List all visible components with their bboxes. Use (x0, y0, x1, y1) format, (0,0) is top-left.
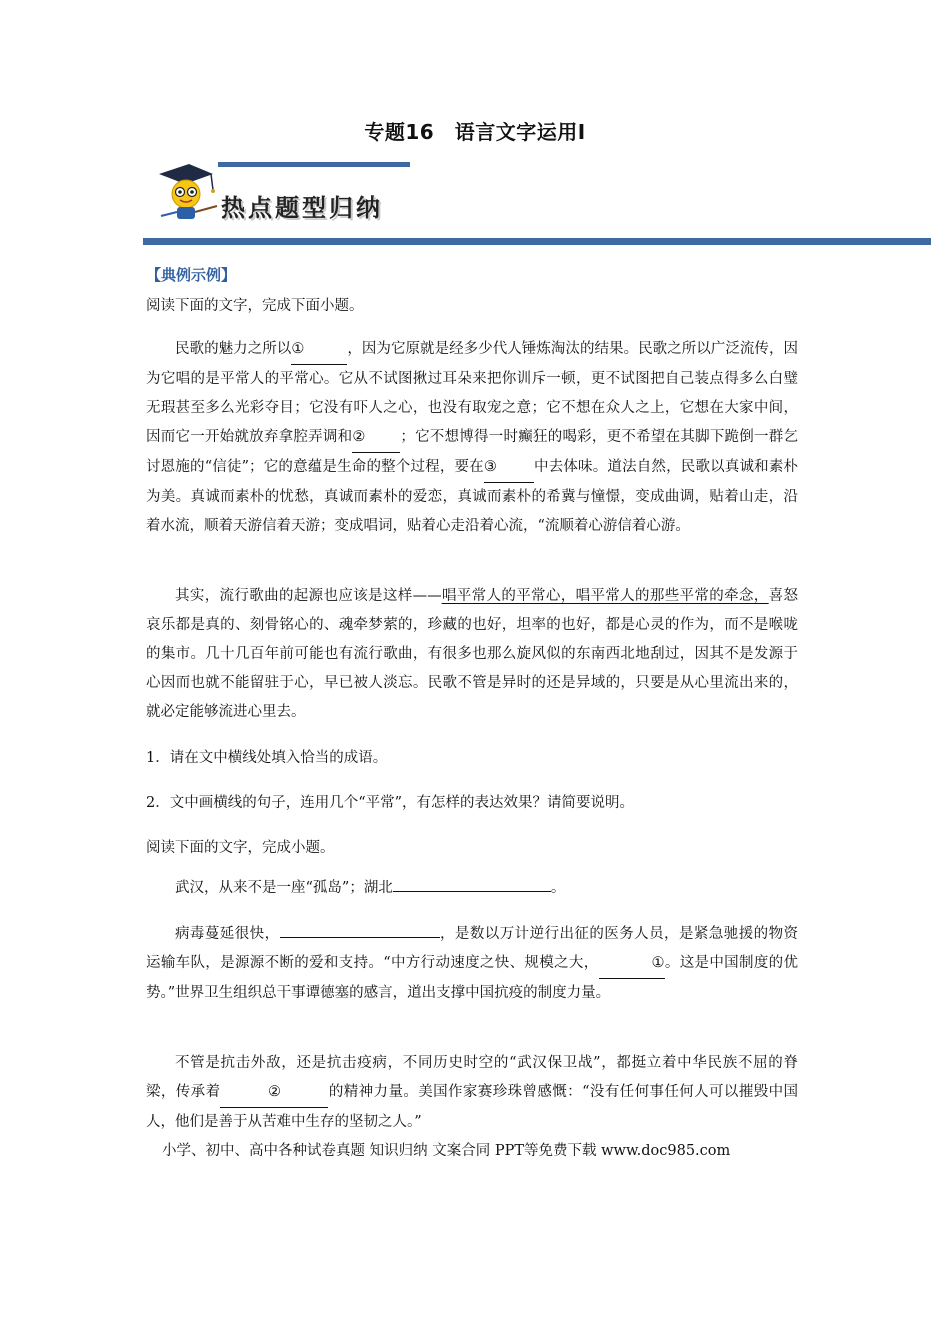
blank-a (393, 891, 551, 892)
scholar-mascot-icon (151, 160, 221, 222)
p1-text-2: ，因为它原就是经多少代人锤炼淘汰的结果。民歌之所以广泛流传，因为它唱的是平常人的平常心。它从不试图揪过耳朵来把你训斥一顿，更不试图把自己装点得多么白璧无瑕甚至多么光彩夺目；它没有吓人之心，也没有取宠之意；它不想在众人之上，它想在大家中间，因而它一开始就放弃拿腔弄调和 (146, 341, 799, 445)
p2-text-2: 喜怒哀乐都是真的、刻骨铭心的、魂牵梦萦的，珍藏的也好，坦率的也好，都是心灵的作为，而不是喉咙的集市。几十几百年前可能也有流行歌曲，有很多也那么旋风似的东南西北地刮过，因其不是发源于心因而也就不能留驻于心，早已被人淡忘。民歌不管是异时的还是异域的，只要是从心里流出来的，就必定能够流进心里去。 (146, 588, 799, 720)
passage-paragraph-3 (146, 874, 798, 903)
passage-paragraph-1 (146, 335, 798, 541)
p1-text-3: ；它不想博得一时癫狂的喝彩，更不希望在其脚下跪倒一群乞讨恩施的“信徒”；它的意蕴是生命的整个过程，要在 (146, 429, 799, 475)
page-footer: 小学、初中、高中各种试卷真题 知识归纳 文案合同 PPT等免费下载 www.doc985.com (162, 1143, 731, 1159)
p1-text-1: 民歌的魅力之所以 (175, 341, 292, 357)
passage-paragraph-2 (146, 582, 798, 727)
p3-text-2: 。 (550, 880, 566, 896)
p4-text-3: 。这是中国制度的优势。”世界卫生组织总干事谭德塞的感言，道出支撑中国抗疫的制度力量。 (146, 955, 798, 1001)
p1-text-4: 中去体味。道法自然，民歌以真诚和素朴为美。真诚而素朴的忧愁，真诚而素朴的爱恋，真诚而素朴的希冀与憧憬，变成曲调，贴着山走，沿着水流，顺着天游信着天游；变成唱词，贴着心走沿着心流，“流顺着心游信着心游。 (146, 459, 799, 534)
question-1: 1．请在文中横线处填入恰当的成语。 (146, 750, 388, 766)
banner-accent-bar (218, 162, 410, 167)
section-label: 【典例示例】 (146, 266, 237, 284)
reading-instruction-1: 阅读下面的文字，完成下面小题。 (146, 298, 364, 314)
p2-text-1: 其实，流行歌曲的起源也应该是这样—— (175, 588, 442, 604)
passage-paragraph-4 (146, 920, 798, 1008)
p4-text-2: ，是数以万计逆行出征的医务人员，是紧急驰援的物资运输车队，是源源不断的爱和支持。“中方行动速度之快、规模之大， (146, 926, 799, 971)
blank-d: ② (220, 1078, 328, 1108)
p5-text-2: 的精神力量。美国作家赛珍珠曾感慨：“没有任何事任何人可以摧毁中国人，他们是善于从苦难中生存的坚韧之人。” (146, 1084, 799, 1130)
question-2: 2．文中画横线的句子，连用几个“平常”，有怎样的表达效果？请简要说明。 (146, 795, 635, 811)
p5-text-1: 不管是抗击外敌，还是抗击疫病，不同历史时空的“武汉保卫战”，都挺立着中华民族不屈的脊梁，传承着 (146, 1055, 798, 1100)
passage-paragraph-5 (146, 1049, 798, 1137)
blank-2: ② (352, 423, 400, 453)
blank-1: ① (291, 335, 347, 365)
blank-b (280, 937, 440, 938)
blank-3: ③ (484, 453, 534, 483)
section-banner (143, 158, 933, 250)
reading-instruction-2: 阅读下面的文字，完成小题。 (146, 840, 335, 856)
blank-c: ① (599, 949, 665, 979)
page-title: 专题16 语言文字运用Ⅰ (364, 120, 586, 144)
p3-text-1: 武汉，从来不是一座“孤岛”；湖北 (175, 880, 393, 896)
p4-text-1: 病毒蔓延很快， (175, 926, 280, 942)
underlined-sentence: 唱平常人的平常心，唱平常人的那些平常的牵念， (441, 588, 769, 604)
banner-underline-bar (143, 238, 931, 245)
banner-title: 热点题型归纳 (221, 193, 383, 222)
